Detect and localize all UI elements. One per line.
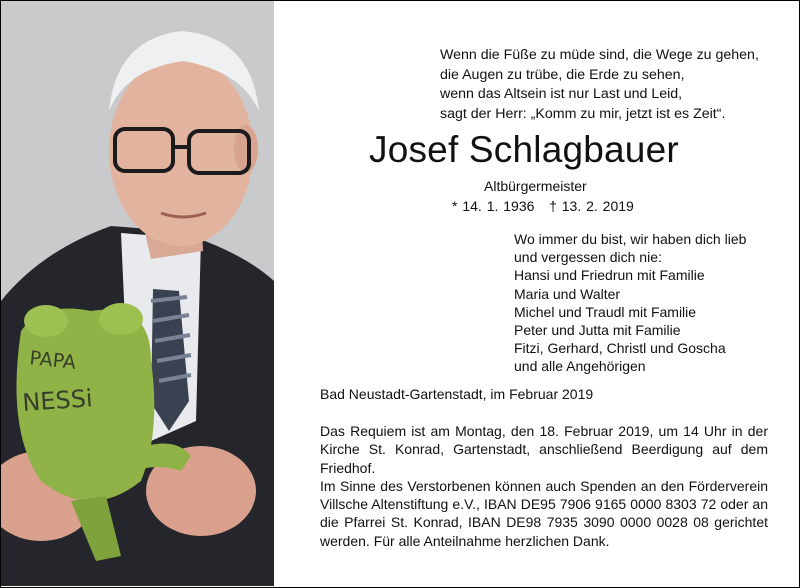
service-info — [320, 422, 768, 550]
toy-label-nessi: NESSi — [21, 384, 94, 417]
poem-line: Wenn die Füße zu müde sind, die Wege zu gehen, — [440, 47, 759, 63]
mourner-line: Hansi und Friedrun mit Familie — [514, 267, 705, 284]
donation-text: Im Sinne des Verstorbenen können auch Spenden an den Förderverein Villsche Altenstiftung e.V., IBAN DE95 7906 9165 0000 8303 72 oder an die Pfarrei St. Konrad, IBAN DE98 7935 3090 0000 0028 08 gerichtet werden. Für alle Anteilnahme herzlichen Dank. — [320, 477, 768, 549]
place-date: Bad Neustadt-Gartenstadt, im Februar 2019 — [320, 386, 594, 402]
mourner-line: Fitzi, Gerhard, Christl und Goscha — [514, 340, 726, 357]
mourner-line: Maria und Walter — [514, 285, 621, 302]
deceased-name: Josef Schlagbauer — [369, 129, 679, 170]
life-dates: * 14. 1. 1936 † 13. 2. 2019 — [452, 198, 634, 214]
mourner-line: Peter und Jutta mit Familie — [514, 322, 681, 339]
portrait-photo — [1, 1, 274, 586]
mourner-line: und vergessen dich nie: — [514, 249, 662, 266]
poem-line: sagt der Herr: „Komm zu mir, jetzt ist es Zeit“. — [440, 105, 726, 122]
mourner-line: Wo immer du bist, wir haben dich lieb — [514, 231, 747, 247]
deceased-title: Altbürgermeister — [484, 178, 587, 194]
poem-line: die Augen zu trübe, die Erde zu sehen, — [440, 66, 685, 83]
mourner-line: und alle Angehörigen — [514, 358, 646, 375]
mourners-list — [514, 230, 746, 376]
toy-label-papa: PAPA — [28, 347, 78, 374]
poem-line: wenn das Altsein ist nur Last und Leid, — [440, 86, 683, 103]
poem — [440, 46, 770, 124]
requiem-text: Das Requiem ist am Montag, den 18. Februar 2019, um 14 Uhr in der Kirche St. Konrad, Gartenstadt, anschließend Beerdigung auf dem Friedhof. — [320, 423, 768, 476]
mourner-line: Michel und Traudl mit Familie — [514, 303, 697, 320]
